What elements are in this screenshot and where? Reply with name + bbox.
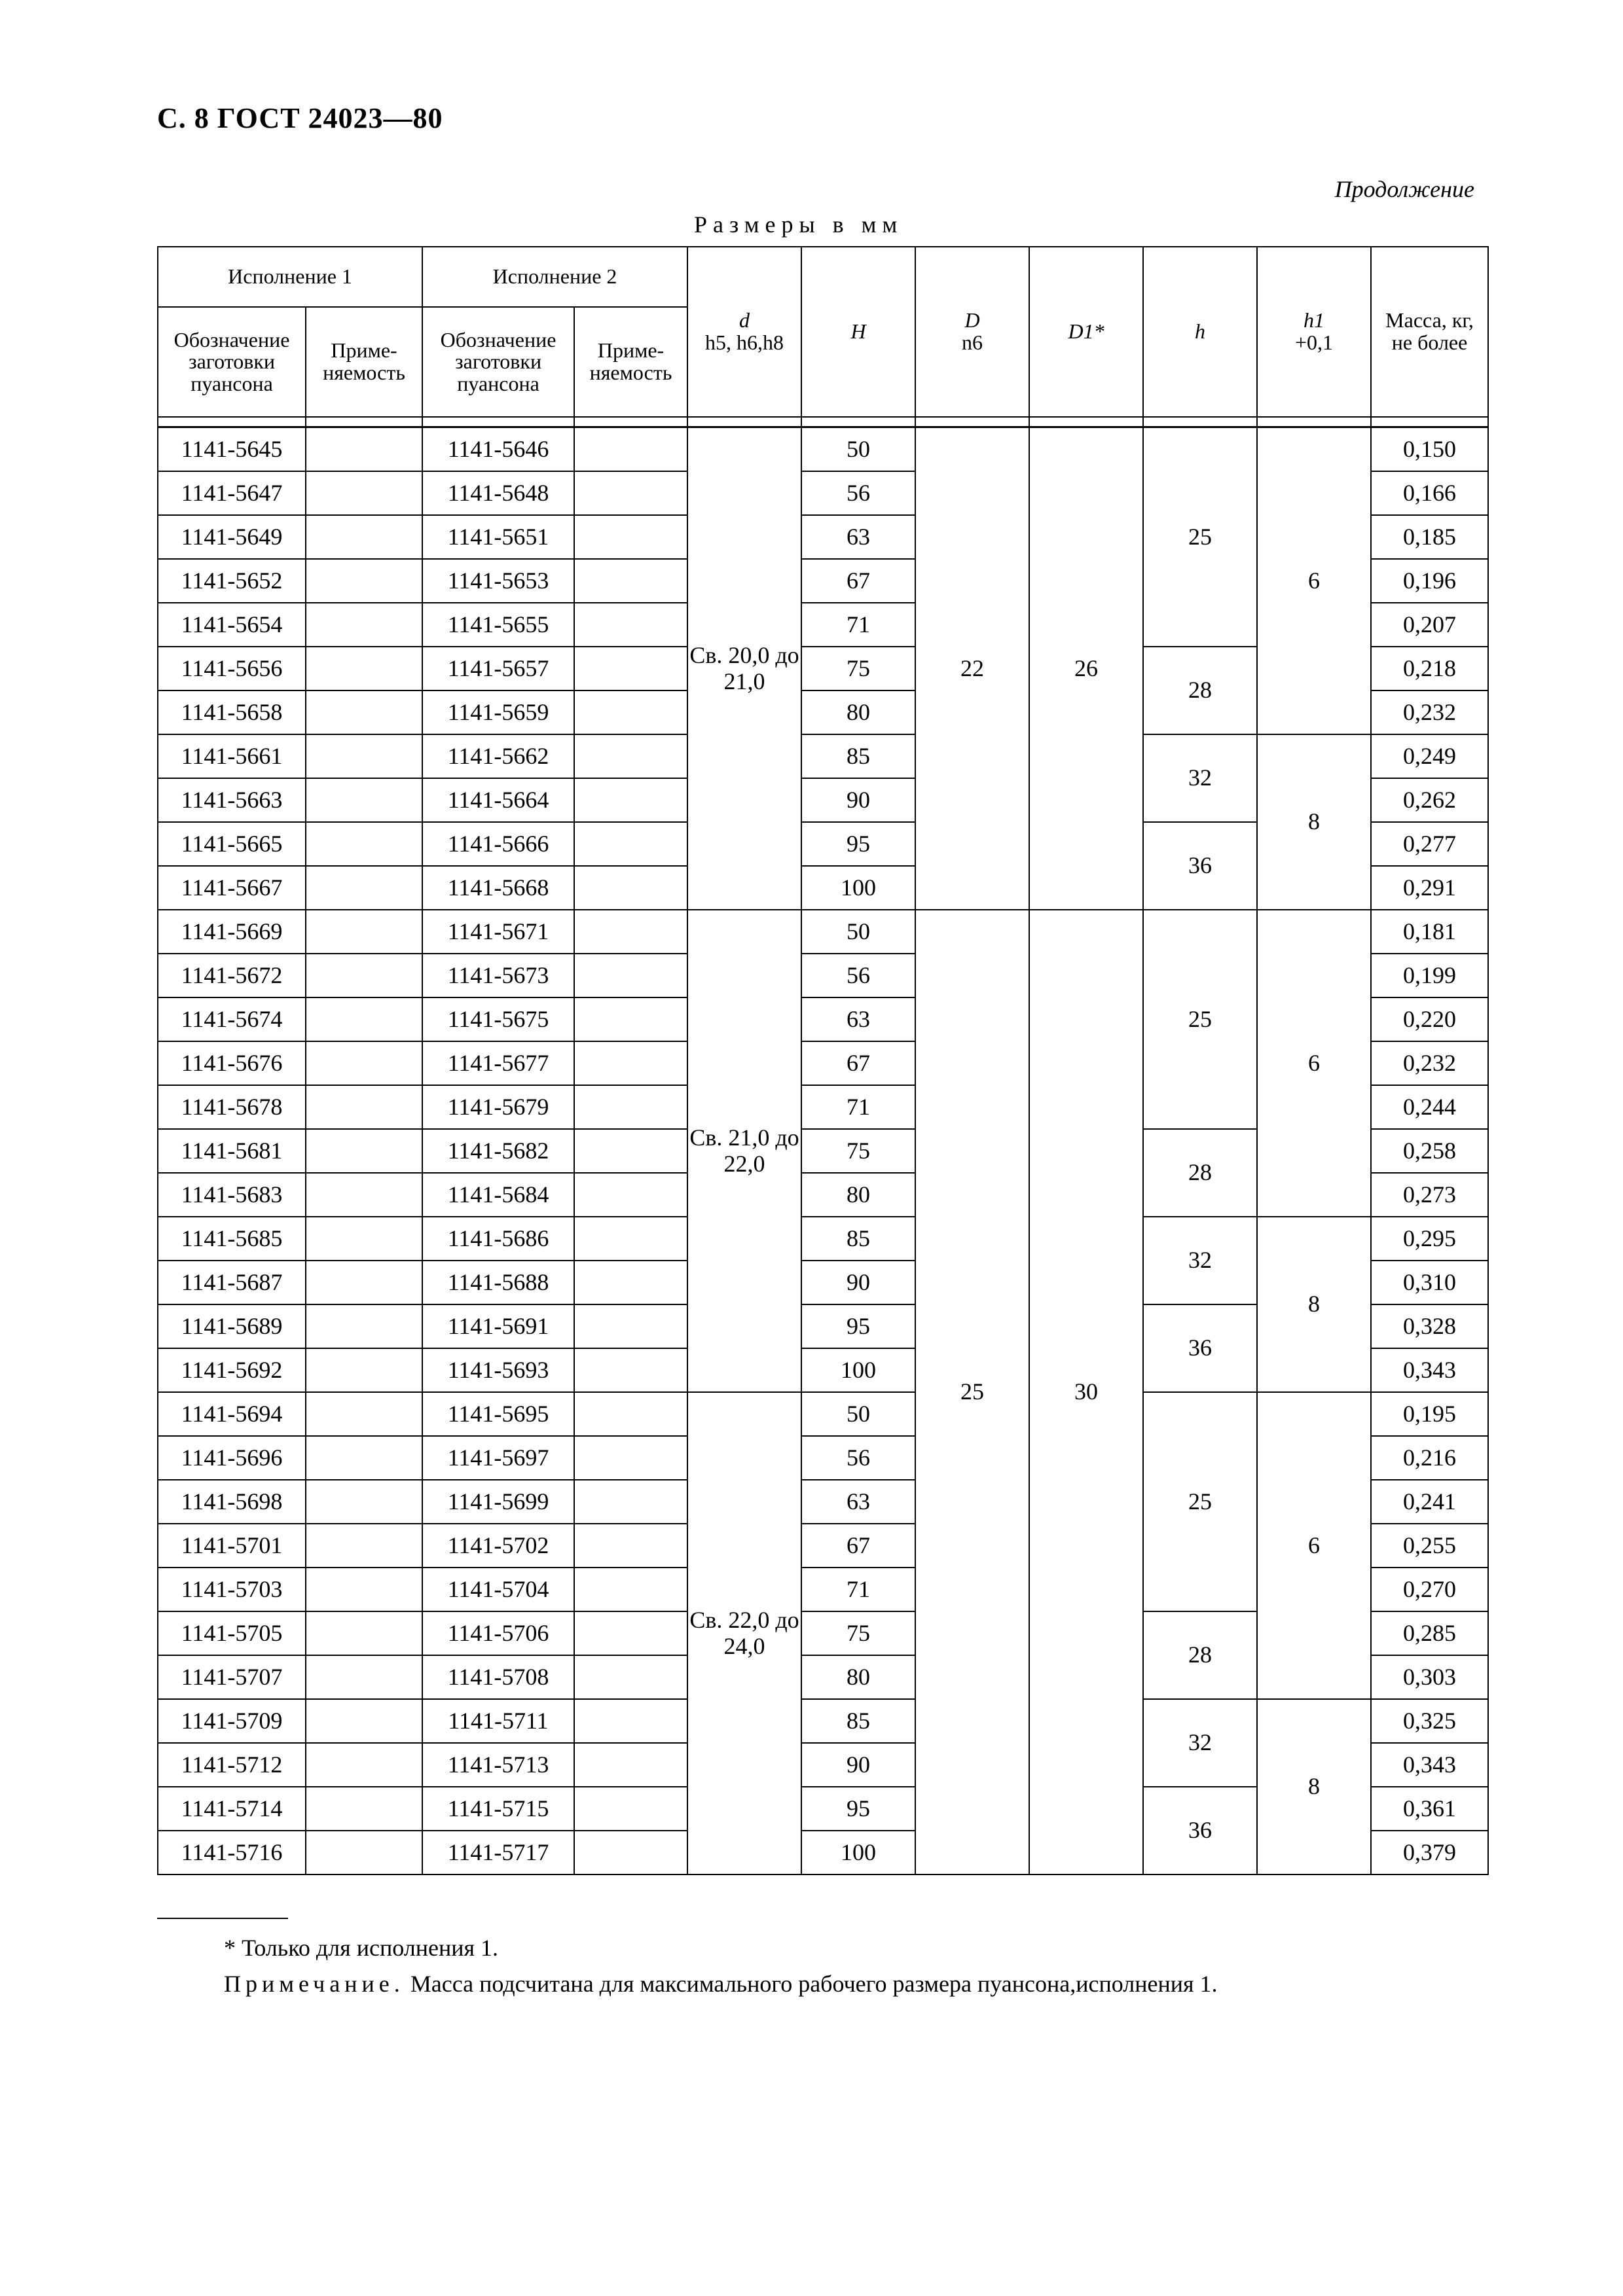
d-range-cell: Св. 22,0 до 24,0 — [687, 1392, 801, 1874]
note-label: Примечание. — [224, 1971, 405, 1997]
isp2-applicability-cell — [574, 1304, 687, 1348]
table-body — [158, 417, 1488, 1874]
isp2-applicability-cell — [574, 1743, 687, 1787]
h1-cell: 8 — [1257, 1217, 1371, 1392]
isp1-code-cell: 1141-5678 — [158, 1085, 306, 1129]
isp2-applicability-cell — [574, 1524, 687, 1568]
header-ispolnenie-1: Исполнение 1 — [158, 247, 422, 307]
h-cell: 28 — [1143, 1129, 1257, 1217]
H-cell: 63 — [801, 515, 915, 559]
isp2-code-cell: 1141-5704 — [422, 1568, 574, 1611]
isp2-code-cell: 1141-5691 — [422, 1304, 574, 1348]
isp2-code-cell: 1141-5702 — [422, 1524, 574, 1568]
mass-cell: 0,220 — [1371, 997, 1488, 1041]
isp2-code-cell: 1141-5666 — [422, 822, 574, 866]
header-D — [915, 247, 1029, 417]
mass-cell: 0,241 — [1371, 1480, 1488, 1524]
isp1-applicability-cell — [306, 471, 422, 515]
isp2-code-cell: 1141-5713 — [422, 1743, 574, 1787]
continuation-label: Продолжение — [1334, 176, 1474, 202]
h1-cell: 6 — [1257, 910, 1371, 1217]
spacer-cell — [801, 417, 915, 427]
isp2-applicability-cell — [574, 559, 687, 603]
mass-cell: 0,285 — [1371, 1611, 1488, 1655]
isp2-applicability-cell — [574, 1699, 687, 1743]
H-cell: 100 — [801, 866, 915, 910]
isp1-code-cell: 1141-5647 — [158, 471, 306, 515]
isp2-code-cell: 1141-5711 — [422, 1699, 574, 1743]
isp2-applicability-cell — [574, 647, 687, 691]
header-h1-symbol: h1 — [1304, 308, 1325, 332]
isp1-applicability-cell — [306, 1392, 422, 1436]
mass-cell: 0,244 — [1371, 1085, 1488, 1129]
isp1-code-cell: 1141-5687 — [158, 1261, 306, 1304]
mass-cell: 0,277 — [1371, 822, 1488, 866]
H-cell: 67 — [801, 1041, 915, 1085]
isp2-code-cell: 1141-5651 — [422, 515, 574, 559]
H-cell: 85 — [801, 734, 915, 778]
isp2-applicability-cell — [574, 1568, 687, 1611]
isp1-applicability-cell — [306, 1436, 422, 1480]
isp2-applicability-cell — [574, 1217, 687, 1261]
isp1-applicability-cell — [306, 1743, 422, 1787]
spacer-cell — [1143, 417, 1257, 427]
isp1-code-cell: 1141-5669 — [158, 910, 306, 954]
footnote-star: * Только для исполнения 1. — [224, 1935, 499, 1961]
mass-cell: 0,199 — [1371, 954, 1488, 997]
mass-cell: 0,185 — [1371, 515, 1488, 559]
mass-cell: 0,273 — [1371, 1173, 1488, 1217]
isp2-applicability-cell — [574, 1392, 687, 1436]
isp1-applicability-cell — [306, 691, 422, 734]
isp2-applicability-cell — [574, 427, 687, 472]
isp2-code-cell: 1141-5673 — [422, 954, 574, 997]
isp1-applicability-cell — [306, 954, 422, 997]
isp1-code-cell: 1141-5707 — [158, 1655, 306, 1699]
mass-cell: 0,150 — [1371, 427, 1488, 472]
table-row — [158, 1699, 1488, 1743]
h1-cell: 8 — [1257, 1699, 1371, 1874]
mass-cell: 0,249 — [1371, 734, 1488, 778]
H-cell: 95 — [801, 822, 915, 866]
isp1-code-cell: 1141-5649 — [158, 515, 306, 559]
isp2-applicability-cell — [574, 1655, 687, 1699]
H-cell: 71 — [801, 1568, 915, 1611]
isp2-code-cell: 1141-5646 — [422, 427, 574, 472]
spacer-cell — [1029, 417, 1143, 427]
isp2-code-cell: 1141-5675 — [422, 997, 574, 1041]
H-cell: 50 — [801, 427, 915, 472]
isp1-code-cell: 1141-5661 — [158, 734, 306, 778]
mass-cell: 0,207 — [1371, 603, 1488, 647]
isp2-applicability-cell — [574, 1129, 687, 1173]
isp2-code-cell: 1141-5655 — [422, 603, 574, 647]
isp1-code-cell: 1141-5681 — [158, 1129, 306, 1173]
spacer-cell — [422, 417, 574, 427]
isp2-applicability-cell — [574, 1041, 687, 1085]
header-ispolnenie-2: Исполнение 2 — [422, 247, 687, 307]
isp1-code-cell: 1141-5654 — [158, 603, 306, 647]
isp2-applicability-cell — [574, 778, 687, 822]
isp2-applicability-cell — [574, 515, 687, 559]
isp1-applicability-cell — [306, 603, 422, 647]
isp1-code-cell: 1141-5667 — [158, 866, 306, 910]
h-cell: 25 — [1143, 1392, 1257, 1611]
isp2-applicability-cell — [574, 954, 687, 997]
isp1-code-cell: 1141-5645 — [158, 427, 306, 472]
H-cell: 95 — [801, 1304, 915, 1348]
spacer-row — [158, 417, 1488, 427]
isp1-code-cell: 1141-5658 — [158, 691, 306, 734]
isp1-applicability-cell — [306, 910, 422, 954]
isp1-applicability-cell — [306, 1261, 422, 1304]
h-cell: 32 — [1143, 734, 1257, 822]
header-oboznachenie-2: Обозначение заготовки пуансона — [422, 307, 574, 417]
punch-blanks-table — [157, 246, 1489, 1875]
isp2-applicability-cell — [574, 1261, 687, 1304]
isp2-applicability-cell — [574, 1611, 687, 1655]
header-d — [687, 247, 801, 417]
isp1-applicability-cell — [306, 1611, 422, 1655]
D-cell: 25 — [915, 910, 1029, 1874]
header-H-symbol: H — [850, 319, 866, 344]
isp1-applicability-cell — [306, 647, 422, 691]
isp1-applicability-cell — [306, 1217, 422, 1261]
h-cell: 25 — [1143, 910, 1257, 1129]
isp1-code-cell: 1141-5683 — [158, 1173, 306, 1217]
header-massa: Масса, кг, не более — [1371, 247, 1488, 417]
spacer-cell — [1371, 417, 1488, 427]
mass-cell: 0,328 — [1371, 1304, 1488, 1348]
mass-cell: 0,232 — [1371, 1041, 1488, 1085]
isp1-code-cell: 1141-5674 — [158, 997, 306, 1041]
H-cell: 75 — [801, 647, 915, 691]
h-cell: 36 — [1143, 822, 1257, 910]
mass-cell: 0,343 — [1371, 1743, 1488, 1787]
isp2-applicability-cell — [574, 734, 687, 778]
H-cell: 67 — [801, 559, 915, 603]
table-row — [158, 734, 1488, 778]
isp2-code-cell: 1141-5664 — [422, 778, 574, 822]
isp1-code-cell: 1141-5665 — [158, 822, 306, 866]
H-cell: 100 — [801, 1348, 915, 1392]
h-cell: 36 — [1143, 1787, 1257, 1874]
mass-cell: 0,303 — [1371, 1655, 1488, 1699]
H-cell: 75 — [801, 1611, 915, 1655]
isp2-applicability-cell — [574, 603, 687, 647]
isp2-applicability-cell — [574, 1480, 687, 1524]
header-D-symbol: D — [964, 308, 980, 332]
h-cell: 32 — [1143, 1699, 1257, 1787]
isp1-code-cell: 1141-5692 — [158, 1348, 306, 1392]
isp1-code-cell: 1141-5716 — [158, 1831, 306, 1874]
h-cell: 32 — [1143, 1217, 1257, 1304]
H-cell: 50 — [801, 1392, 915, 1436]
mass-cell: 0,310 — [1371, 1261, 1488, 1304]
isp2-applicability-cell — [574, 1831, 687, 1874]
H-cell: 67 — [801, 1524, 915, 1568]
isp1-applicability-cell — [306, 866, 422, 910]
header-h1-tolerance: +0,1 — [1295, 331, 1334, 354]
isp2-code-cell: 1141-5668 — [422, 866, 574, 910]
spacer-cell — [1257, 417, 1371, 427]
H-cell: 75 — [801, 1129, 915, 1173]
isp1-applicability-cell — [306, 1348, 422, 1392]
page-header: С. 8 ГОСТ 24023—80 — [157, 102, 443, 134]
isp2-code-cell: 1141-5653 — [422, 559, 574, 603]
spacer-cell — [574, 417, 687, 427]
isp1-applicability-cell — [306, 1524, 422, 1568]
header-D-tolerance: n6 — [962, 331, 983, 354]
isp2-code-cell: 1141-5695 — [422, 1392, 574, 1436]
mass-cell: 0,216 — [1371, 1436, 1488, 1480]
header-h1 — [1257, 247, 1371, 417]
isp2-code-cell: 1141-5717 — [422, 1831, 574, 1874]
isp1-applicability-cell — [306, 1085, 422, 1129]
mass-cell: 0,195 — [1371, 1392, 1488, 1436]
h1-cell: 6 — [1257, 1392, 1371, 1699]
isp1-applicability-cell — [306, 1787, 422, 1831]
mass-cell: 0,295 — [1371, 1217, 1488, 1261]
mass-cell: 0,218 — [1371, 647, 1488, 691]
isp1-code-cell: 1141-5656 — [158, 647, 306, 691]
h-cell: 28 — [1143, 647, 1257, 734]
spacer-cell — [915, 417, 1029, 427]
mass-cell: 0,181 — [1371, 910, 1488, 954]
isp1-applicability-cell — [306, 1041, 422, 1085]
H-cell: 90 — [801, 1743, 915, 1787]
isp2-code-cell: 1141-5715 — [422, 1787, 574, 1831]
H-cell: 80 — [801, 691, 915, 734]
header-h-symbol: h — [1195, 319, 1206, 344]
isp1-code-cell: 1141-5705 — [158, 1611, 306, 1655]
isp1-code-cell: 1141-5709 — [158, 1699, 306, 1743]
isp2-code-cell: 1141-5682 — [422, 1129, 574, 1173]
header-d-symbol: d — [739, 308, 750, 332]
isp2-applicability-cell — [574, 1348, 687, 1392]
isp1-applicability-cell — [306, 1129, 422, 1173]
H-cell: 50 — [801, 910, 915, 954]
D1-cell: 30 — [1029, 910, 1143, 1874]
isp1-applicability-cell — [306, 1568, 422, 1611]
isp1-applicability-cell — [306, 1655, 422, 1699]
h-cell: 36 — [1143, 1304, 1257, 1392]
d-range-cell: Св. 21,0 до 22,0 — [687, 910, 801, 1392]
header-H — [801, 247, 915, 417]
mass-cell: 0,255 — [1371, 1524, 1488, 1568]
isp1-applicability-cell — [306, 1480, 422, 1524]
H-cell: 56 — [801, 954, 915, 997]
isp2-code-cell: 1141-5659 — [422, 691, 574, 734]
isp2-applicability-cell — [574, 1436, 687, 1480]
isp2-code-cell: 1141-5697 — [422, 1436, 574, 1480]
H-cell: 100 — [801, 1831, 915, 1874]
isp2-applicability-cell — [574, 866, 687, 910]
d-range-cell: Св. 20,0 до 21,0 — [687, 427, 801, 910]
isp1-code-cell: 1141-5712 — [158, 1743, 306, 1787]
h-cell: 28 — [1143, 1611, 1257, 1699]
spacer-cell — [158, 417, 306, 427]
isp2-applicability-cell — [574, 1787, 687, 1831]
H-cell: 90 — [801, 778, 915, 822]
H-cell: 85 — [801, 1699, 915, 1743]
isp1-code-cell: 1141-5652 — [158, 559, 306, 603]
isp1-applicability-cell — [306, 1831, 422, 1874]
H-cell: 95 — [801, 1787, 915, 1831]
isp2-code-cell: 1141-5686 — [422, 1217, 574, 1261]
H-cell: 63 — [801, 997, 915, 1041]
isp1-code-cell: 1141-5694 — [158, 1392, 306, 1436]
isp2-applicability-cell — [574, 691, 687, 734]
isp1-applicability-cell — [306, 997, 422, 1041]
isp2-applicability-cell — [574, 471, 687, 515]
isp1-code-cell: 1141-5663 — [158, 778, 306, 822]
isp1-applicability-cell — [306, 1173, 422, 1217]
mass-cell: 0,343 — [1371, 1348, 1488, 1392]
isp1-applicability-cell — [306, 515, 422, 559]
H-cell: 85 — [801, 1217, 915, 1261]
isp2-code-cell: 1141-5648 — [422, 471, 574, 515]
isp2-code-cell: 1141-5708 — [422, 1655, 574, 1699]
isp1-applicability-cell — [306, 734, 422, 778]
isp2-applicability-cell — [574, 1173, 687, 1217]
header-primenyaemost-1: Приме-няемость — [306, 307, 422, 417]
isp2-code-cell: 1141-5657 — [422, 647, 574, 691]
isp1-applicability-cell — [306, 778, 422, 822]
isp1-applicability-cell — [306, 1304, 422, 1348]
header-h — [1143, 247, 1257, 417]
isp1-applicability-cell — [306, 559, 422, 603]
H-cell: 71 — [801, 1085, 915, 1129]
isp1-code-cell: 1141-5701 — [158, 1524, 306, 1568]
isp2-applicability-cell — [574, 910, 687, 954]
isp2-code-cell: 1141-5684 — [422, 1173, 574, 1217]
mass-cell: 0,232 — [1371, 691, 1488, 734]
mass-cell: 0,262 — [1371, 778, 1488, 822]
isp2-code-cell: 1141-5671 — [422, 910, 574, 954]
mass-cell: 0,270 — [1371, 1568, 1488, 1611]
H-cell: 80 — [801, 1655, 915, 1699]
D-cell: 22 — [915, 427, 1029, 910]
mass-cell: 0,166 — [1371, 471, 1488, 515]
isp1-code-cell: 1141-5696 — [158, 1436, 306, 1480]
isp1-code-cell: 1141-5676 — [158, 1041, 306, 1085]
header-d-tolerance: h5, h6,h8 — [705, 331, 784, 354]
h-cell: 25 — [1143, 427, 1257, 647]
isp1-applicability-cell — [306, 822, 422, 866]
D1-cell: 26 — [1029, 427, 1143, 910]
note-text: Масса подсчитана для максимального рабочего размера пуансона,исполнения 1. — [410, 1971, 1218, 1997]
isp1-applicability-cell — [306, 1699, 422, 1743]
isp2-applicability-cell — [574, 1085, 687, 1129]
isp1-code-cell: 1141-5698 — [158, 1480, 306, 1524]
isp1-applicability-cell — [306, 427, 422, 472]
table-row — [158, 1392, 1488, 1436]
H-cell: 80 — [801, 1173, 915, 1217]
isp2-applicability-cell — [574, 822, 687, 866]
table-row — [158, 910, 1488, 954]
isp2-code-cell: 1141-5679 — [422, 1085, 574, 1129]
H-cell: 56 — [801, 1436, 915, 1480]
spacer-cell — [306, 417, 422, 427]
isp1-code-cell: 1141-5689 — [158, 1304, 306, 1348]
isp2-applicability-cell — [574, 997, 687, 1041]
H-cell: 63 — [801, 1480, 915, 1524]
isp2-code-cell: 1141-5688 — [422, 1261, 574, 1304]
mass-cell: 0,325 — [1371, 1699, 1488, 1743]
footnote-note — [224, 1970, 1218, 1998]
header-D1-symbol: D1* — [1068, 319, 1104, 344]
h1-cell: 8 — [1257, 734, 1371, 910]
isp2-code-cell: 1141-5699 — [422, 1480, 574, 1524]
isp2-code-cell: 1141-5662 — [422, 734, 574, 778]
H-cell: 90 — [801, 1261, 915, 1304]
isp1-code-cell: 1141-5672 — [158, 954, 306, 997]
table-row — [158, 427, 1488, 472]
mass-cell: 0,258 — [1371, 1129, 1488, 1173]
isp1-code-cell: 1141-5714 — [158, 1787, 306, 1831]
mass-cell: 0,361 — [1371, 1787, 1488, 1831]
mass-cell: 0,196 — [1371, 559, 1488, 603]
header-D1 — [1029, 247, 1143, 417]
header-oboznachenie-1: Обозначение заготовки пуансона — [158, 307, 306, 417]
units-caption: Размеры в мм — [694, 211, 903, 238]
footnote-rule — [157, 1918, 288, 1919]
mass-cell: 0,291 — [1371, 866, 1488, 910]
isp2-code-cell: 1141-5693 — [422, 1348, 574, 1392]
isp1-code-cell: 1141-5685 — [158, 1217, 306, 1261]
isp1-code-cell: 1141-5703 — [158, 1568, 306, 1611]
H-cell: 71 — [801, 603, 915, 647]
mass-cell: 0,379 — [1371, 1831, 1488, 1874]
H-cell: 56 — [801, 471, 915, 515]
table-row — [158, 1217, 1488, 1261]
spacer-cell — [687, 417, 801, 427]
header-primenyaemost-2: Приме-няемость — [574, 307, 687, 417]
isp2-code-cell: 1141-5677 — [422, 1041, 574, 1085]
isp2-code-cell: 1141-5706 — [422, 1611, 574, 1655]
h1-cell: 6 — [1257, 427, 1371, 735]
